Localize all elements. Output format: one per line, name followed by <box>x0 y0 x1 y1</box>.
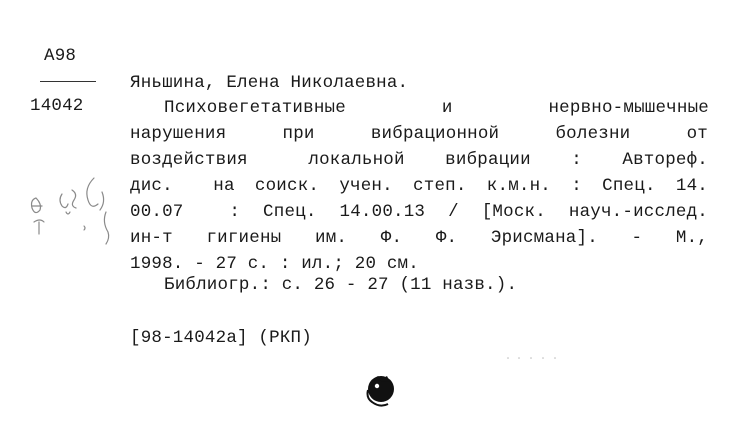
title-line-2: нарушения при вибрационной болезни от <box>130 124 708 144</box>
title-line-4: дис. на соиск. учен. степ. к.м.н. : Спец. 14. <box>130 176 708 196</box>
title-line-6: ин-т гигиены им. Ф. Ф. Эрисмана]. - М., <box>130 228 708 248</box>
library-stamp <box>360 370 400 410</box>
title-line-1: Психовегетативные и нервно-мышечные <box>164 98 709 118</box>
bibliography-note: Библиогр.: с. 26 - 27 (11 назв.). <box>164 275 518 295</box>
call-number: [98-14042а] (РКП) <box>130 328 312 348</box>
imprint-line: 1998. - 27 с. : ил.; 20 см. <box>130 254 419 274</box>
faint-marks <box>505 355 565 361</box>
author-heading: Яньшина, Елена Николаевна. <box>130 73 409 93</box>
pencil-annotation <box>14 172 124 252</box>
accession-number: 14042 <box>30 96 84 116</box>
divider-rule <box>40 81 96 82</box>
title-line-3: воздействия локальной вибрации : Автореф. <box>130 150 708 170</box>
title-line-5: 00.07 : Спец. 14.00.13 / [Моск. науч.-исслед. <box>130 202 708 222</box>
shelf-mark: A98 <box>44 46 77 66</box>
